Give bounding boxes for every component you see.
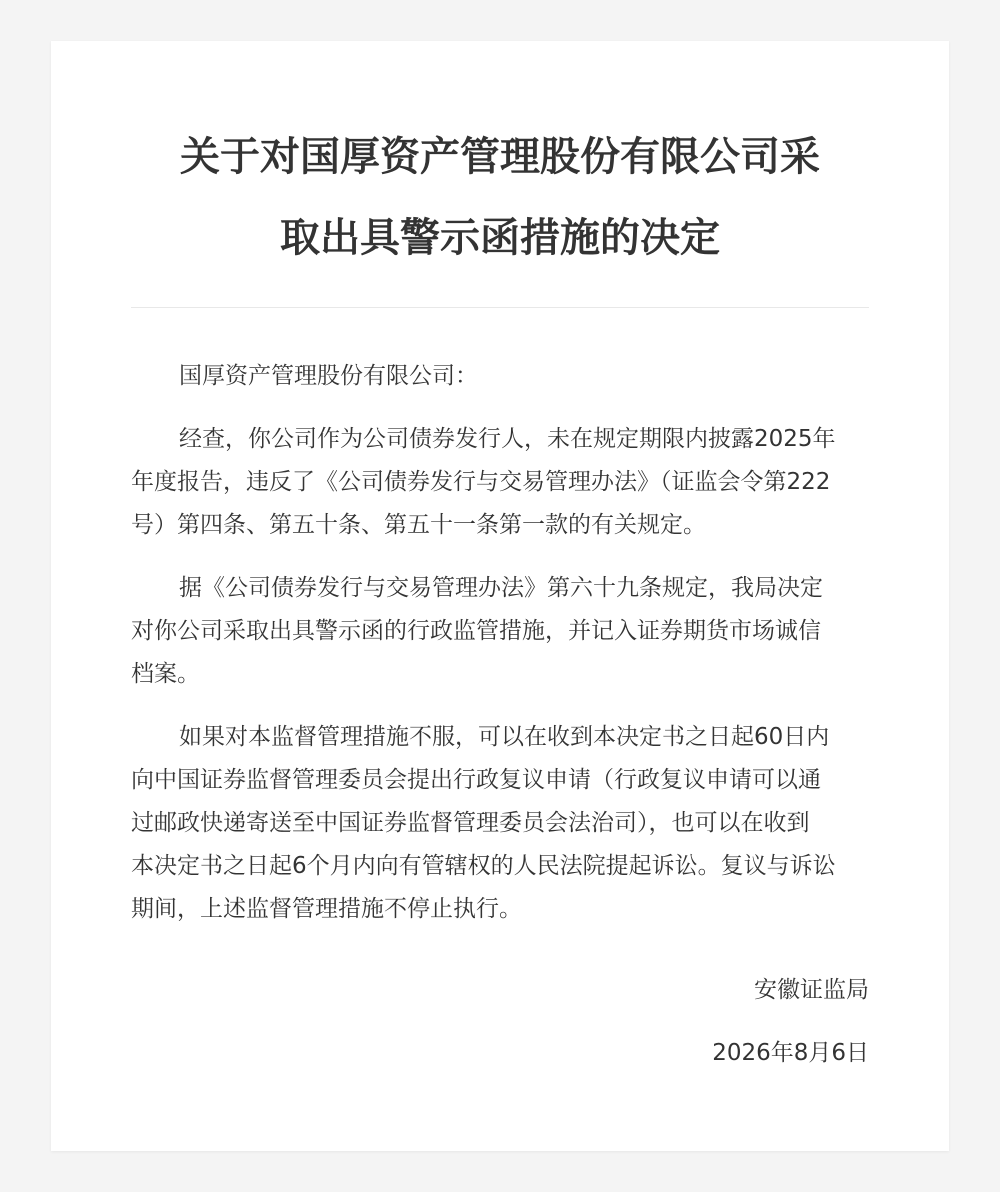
paragraph-line: 经查，你公司作为公司债券发行人，未在规定期限内披露2025年 xyxy=(179,426,836,452)
paragraph-line: 号）第四条、第五十条、第五十一条第一款的有关规定。 xyxy=(131,512,706,538)
paragraph-line: 本决定书之日起6个月内向有管辖权的人民法院提起诉讼。复议与诉讼 xyxy=(131,853,836,879)
salutation xyxy=(131,355,869,398)
paragraph-line: 据《公司债券发行与交易管理办法》第六十九条规定，我局决定 xyxy=(179,575,823,601)
document-card xyxy=(51,41,949,1151)
paragraph-line: 向中国证券监督管理委员会提出行政复议申请（行政复议申请可以通 xyxy=(131,767,821,793)
title-line-2: 取出具警示函措施的决定 xyxy=(280,215,720,261)
document-body xyxy=(131,355,869,931)
paragraph-line: 对你公司采取出具警示函的行政监管措施，并记入证券期货市场诚信 xyxy=(131,618,821,644)
salutation-text: 国厚资产管理股份有限公司： xyxy=(179,363,478,389)
paragraph-line: 档案。 xyxy=(131,661,200,687)
title-divider xyxy=(131,307,869,308)
issue-date: 2026年8月6日 xyxy=(712,1040,869,1066)
paragraph-1 xyxy=(131,418,869,547)
paragraph-3 xyxy=(131,716,869,931)
paragraph-2 xyxy=(131,567,869,696)
paragraph-line: 年度报告，违反了《公司债券发行与交易管理办法》（证监会令第222 xyxy=(131,469,831,495)
document-title xyxy=(131,117,869,279)
title-line-1: 关于对国厚资产管理股份有限公司采 xyxy=(180,134,820,180)
paragraph-line: 期间，上述监督管理措施不停止执行。 xyxy=(131,896,522,922)
paragraph-line: 过邮政快递寄送至中国证券监督管理委员会法治司），也可以在收到 xyxy=(131,810,810,836)
issuer-signature: 安徽证监局 xyxy=(754,977,869,1003)
paragraph-line: 如果对本监督管理措施不服，可以在收到本决定书之日起60日内 xyxy=(179,724,830,750)
